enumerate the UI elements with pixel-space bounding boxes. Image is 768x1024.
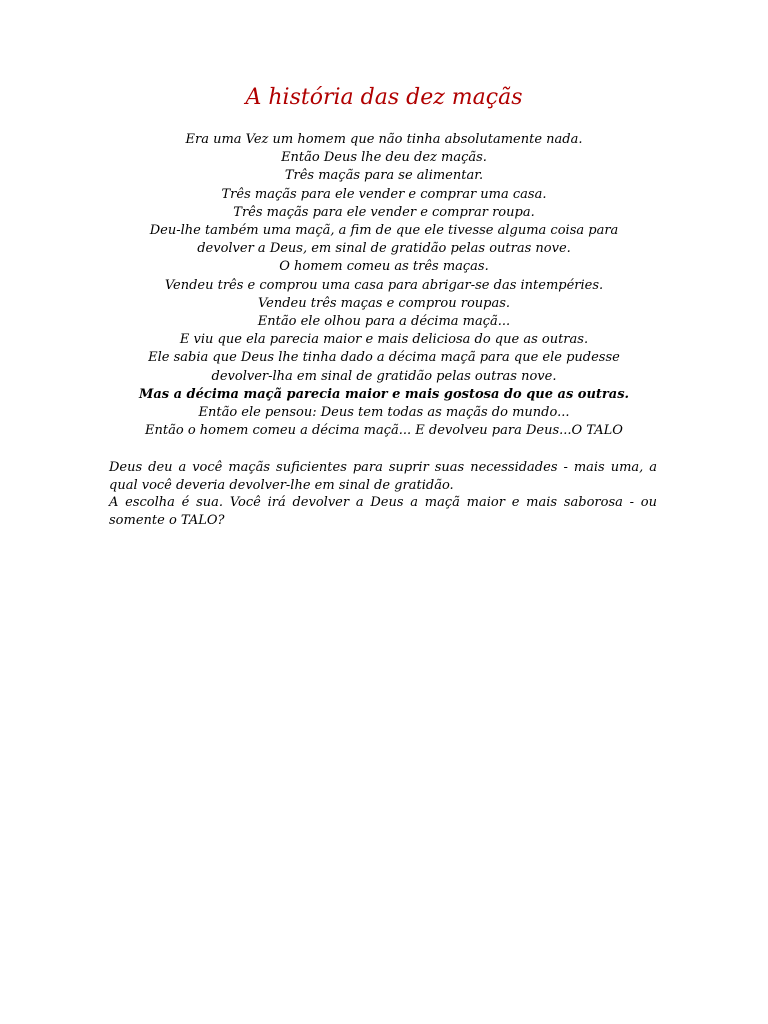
closing-paragraph: Deus deu a você maçãs suficientes para suprir suas necessidades - mais uma, a qual você deveria devolver-lhe em sinal de gratidão.	[109, 460, 657, 493]
poem-line: Três maçãs para ele vender e comprar uma casa.	[221, 186, 547, 202]
poem-line: Vendeu três e comprou uma casa para abrigar-se das intempéries.	[164, 277, 604, 293]
poem-body	[0, 131, 768, 440]
poem-line: Três maçãs para se alimentar.	[284, 168, 484, 184]
poem-line: O homem comeu as três maças.	[279, 259, 489, 275]
poem-line: devolver a Deus, em sinal de gratidão pelas outras nove.	[197, 241, 571, 257]
poem-line: Então ele pensou: Deus tem todas as maçãs do mundo...	[198, 405, 570, 421]
poem-line: Deu-lhe também uma maçã, a fim de que ele tivesse alguma coisa para	[149, 223, 619, 239]
closing-text	[109, 459, 657, 529]
poem-line: Vendeu três maças e comprou roupas.	[257, 295, 511, 311]
poem-line: devolver-lha em sinal de gratidão pelas outras nove.	[211, 368, 557, 384]
poem-line: Era uma Vez um homem que não tinha absolutamente nada.	[185, 132, 583, 147]
poem-line: Três maçãs para ele vender e comprar roupa.	[233, 204, 535, 220]
poem-line: Então o homem comeu a décima maçã... E devolveu para Deus...O TALO	[145, 423, 623, 439]
poem-line-emphasis: Mas a décima maçã parecia maior e mais gostosa do que as outras.	[138, 386, 630, 402]
closing-paragraph: A escolha é sua. Você irá devolver a Deus a maçã maior e mais saborosa - ou somente o TALO?	[109, 495, 657, 528]
document-title: A história das dez maçãs	[245, 85, 523, 110]
poem-line: Então Deus lhe deu dez maçãs.	[281, 150, 487, 166]
poem-line: E viu que ela parecia maior e mais deliciosa do que as outras.	[179, 332, 589, 348]
poem-line: Então ele olhou para a décima maçã...	[257, 314, 511, 330]
poem-line: Ele sabia que Deus lhe tinha dado a décima maçã para que ele pudesse	[148, 350, 620, 366]
